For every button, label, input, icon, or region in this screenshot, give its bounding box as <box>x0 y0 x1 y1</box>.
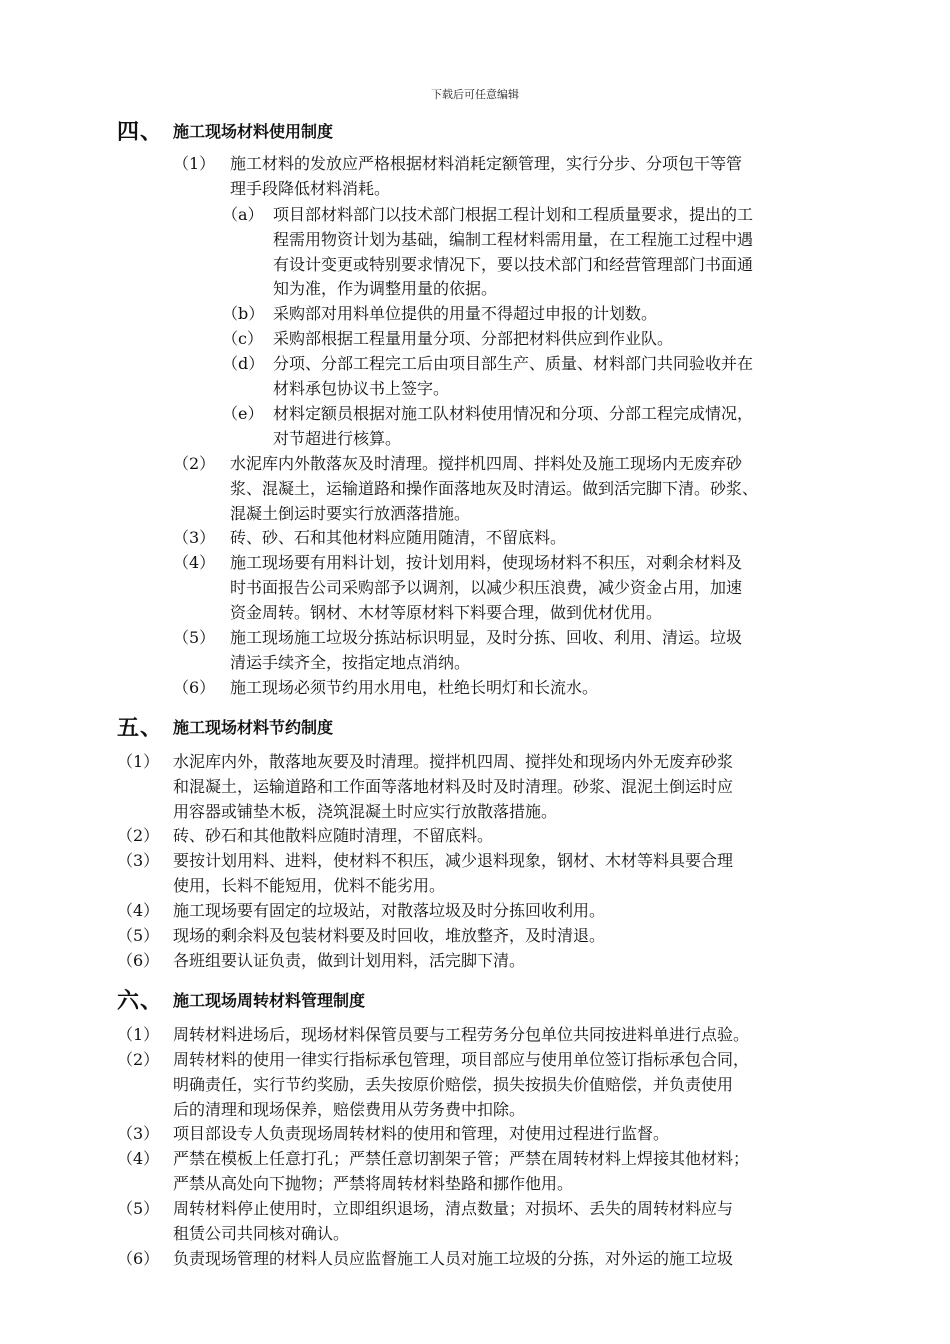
item-label: （e） <box>222 404 264 423</box>
item-text <box>273 327 673 352</box>
text-line: 采购部对用料单位提供的用量不得超过申报的计划数。 <box>273 304 658 323</box>
text-line: 清运手续齐全，按指定地点消纳。 <box>230 652 471 672</box>
item-text <box>273 402 753 452</box>
section-number: 六、 <box>117 987 164 1014</box>
text-line: 后的清理和现场保养，赔偿费用从劳务费中扣除。 <box>173 1099 526 1119</box>
text-line: 施工现场必须节约用水用电，杜绝长明灯和长流水。 <box>230 678 599 697</box>
section-title: 施工现场材料使用制度 <box>173 121 334 141</box>
item-text <box>173 750 733 824</box>
text-line: 严禁在模板上任意打孔；严禁任意切割架子管；严禁在周转材料上焊接其他材料； <box>173 1149 750 1168</box>
item-text <box>173 899 605 924</box>
list-item-5-6 <box>117 949 877 974</box>
section-number: 四、 <box>117 118 164 145</box>
item-text <box>230 526 566 551</box>
text-line: 明确责任，实行节约奖励，丢失按原价赔偿，损失按损失价值赔偿，并负责使用 <box>173 1074 734 1094</box>
text-line: 时书面报告公司采购部予以调剂，以减少积压浪费，减少资金占用，加速 <box>230 577 743 597</box>
list-item-6-4 <box>117 1147 877 1197</box>
item-label: （4） <box>173 553 216 572</box>
text-line: 采购部根据工程量用量分项、分部把材料供应到作业队。 <box>273 329 674 348</box>
list-item-4-4 <box>173 551 873 625</box>
text-line: 施工现场要有用料计划，按计划用料，使现场材料不积压，对剩余材料及 <box>230 553 743 572</box>
list-item-4-2 <box>173 452 873 526</box>
list-item-4-3 <box>173 526 873 551</box>
list-item-6-1 <box>117 1023 877 1048</box>
text-line: 周转材料停止使用时，立即组织退场，清点数量；对损坏、丢失的周转材料应与 <box>173 1199 734 1218</box>
list-item-4-1 <box>173 152 873 202</box>
item-text <box>173 1122 669 1147</box>
item-text <box>230 452 758 526</box>
text-line: 施工现场要有固定的垃圾站，对散落垃圾及时分拣回收利用。 <box>173 901 606 920</box>
text-line: 砖、砂石和其他散料应随时清理，不留底料。 <box>173 826 494 845</box>
item-label: （1） <box>117 1025 160 1044</box>
text-line: 严禁从高处向下抛物；严禁将周转材料垫路和挪作他用。 <box>173 1173 574 1193</box>
text-line: 和混凝土，运输道路和工作面等落地材料及时及时清理。砂浆、混泥土倒运时应 <box>173 776 734 796</box>
item-label: （5） <box>117 926 160 945</box>
list-item-6-3 <box>117 1122 877 1147</box>
item-label: （5） <box>173 628 216 647</box>
list-item-4-5 <box>173 626 873 676</box>
list-item-4-1-e <box>222 402 873 452</box>
item-label: （4） <box>117 1149 160 1168</box>
item-text <box>173 849 733 899</box>
item-text <box>173 1247 733 1272</box>
item-text <box>173 824 493 849</box>
text-line: 有设计变更或特别要求情况下，要以技术部门和经营管理部门书面通 <box>273 254 754 274</box>
item-label: （2） <box>173 454 216 473</box>
item-text <box>273 203 753 302</box>
text-line: 材料定额员根据对施工队材料使用情况和分项、分部工程完成情况， <box>273 404 754 423</box>
text-line: 周转材料的使用一律实行指标承包管理，项目部应与使用单位签订指标承包合同， <box>173 1050 750 1069</box>
item-text <box>173 949 525 974</box>
item-label: （6） <box>117 1249 160 1268</box>
item-label: （3） <box>117 851 160 870</box>
item-label: （1） <box>173 154 216 173</box>
list-item-6-5 <box>117 1197 877 1247</box>
text-line: 周转材料进场后，现场材料保管员要与工程劳务分包单位共同按进料单进行点验。 <box>173 1025 750 1044</box>
text-line: 知为准，作为调整用量的依据。 <box>273 279 498 299</box>
item-label: （6） <box>117 951 160 970</box>
text-line: 混凝土倒运时要实行放洒落措施。 <box>230 503 471 523</box>
text-line: 施工材料的发放应严格根据材料消耗定额管理，实行分步、分项包干等管 <box>230 154 743 173</box>
text-line: 浆、混凝土，运输道路和操作面落地灰及时清运。做到活完脚下清。砂浆、 <box>230 478 759 498</box>
text-line: 程需用物资计划为基础，编制工程材料需用量，在工程施工过程中遇 <box>273 229 754 249</box>
item-text <box>230 551 742 625</box>
item-text <box>273 352 753 402</box>
item-label: （b） <box>222 304 265 323</box>
list-item-6-6 <box>117 1247 877 1272</box>
text-line: 现场的剩余料及包装材料要及时回收，堆放整齐，及时清退。 <box>173 926 606 945</box>
section-number: 五、 <box>117 714 164 741</box>
list-item-4-1-a <box>222 203 873 302</box>
text-line: 资金周转。钢材、木材等原材料下料要合理，做到优材优用。 <box>230 602 663 622</box>
item-label: （c） <box>222 329 263 348</box>
item-text <box>230 152 742 202</box>
item-label: （3） <box>117 1124 160 1143</box>
text-line: 水泥库内外，散落地灰要及时清理。搅拌机四周、搅拌处和现场内外无废弃砂浆 <box>173 752 734 771</box>
text-line: 水泥库内外散落灰及时清理。搅拌机四周、拌料处及施工现场内无废弃砂 <box>230 454 743 473</box>
section-heading-5 <box>117 711 333 741</box>
item-label: （4） <box>117 901 160 920</box>
text-line: 砖、砂、石和其他材料应随用随清，不留底料。 <box>230 528 567 547</box>
item-text <box>173 1048 749 1122</box>
item-text <box>173 924 605 949</box>
text-line: 项目部材料部门以技术部门根据工程计划和工程质量要求，提出的工 <box>273 205 754 224</box>
list-item-5-4 <box>117 899 877 924</box>
list-item-5-5 <box>117 924 877 949</box>
text-line: 项目部设专人负责现场周转材料的使用和管理，对使用过程进行监督。 <box>173 1124 670 1143</box>
section-heading-4 <box>117 115 333 145</box>
text-line: 各班组要认证负责，做到计划用料，活完脚下清。 <box>173 951 526 970</box>
list-item-6-2 <box>117 1048 877 1122</box>
item-label: （3） <box>173 528 216 547</box>
item-text <box>230 626 742 676</box>
list-item-4-1-b <box>222 302 873 327</box>
text-line: 负责现场管理的材料人员应监督施工人员对施工垃圾的分拣，对外运的施工垃圾 <box>173 1249 734 1268</box>
item-label: （2） <box>117 826 160 845</box>
item-text <box>173 1197 733 1247</box>
text-line: 要按计划用料、进料，使材料不积压，减少退料现象，钢材、木材等料具要合理 <box>173 851 734 870</box>
section-title: 施工现场材料节约制度 <box>173 717 334 737</box>
item-text <box>173 1023 749 1048</box>
text-line: 用容器或铺垫木板，浇筑混凝土时应实行放散落措施。 <box>173 801 558 821</box>
text-line: 理手段降低材料消耗。 <box>230 178 391 198</box>
text-line: 分项、分部工程完工后由项目部生产、质量、材料部门共同验收并在 <box>273 354 754 373</box>
list-item-4-1-d <box>222 352 873 402</box>
item-label: （1） <box>117 752 160 771</box>
text-line: 使用，长料不能短用，优料不能劣用。 <box>173 875 446 895</box>
header-note: 下载后可任意编辑 <box>431 88 519 101</box>
text-line: 施工现场施工垃圾分拣站标识明显，及时分拣、回收、利用、清运。垃圾 <box>230 628 743 647</box>
item-text <box>273 302 657 327</box>
list-item-5-2 <box>117 824 877 849</box>
text-line: 对节超进行核算。 <box>273 428 402 448</box>
section-title: 施工现场周转材料管理制度 <box>173 990 366 1010</box>
list-item-4-1-c <box>222 327 873 352</box>
item-label: （5） <box>117 1199 160 1218</box>
list-item-4-6 <box>173 676 873 701</box>
item-text <box>173 1147 749 1197</box>
list-item-5-1 <box>117 750 877 824</box>
item-text <box>230 676 598 701</box>
text-line: 材料承包协议书上签字。 <box>273 378 450 398</box>
list-item-5-3 <box>117 849 877 899</box>
text-line: 租赁公司共同核对确认。 <box>173 1223 350 1243</box>
item-label: （d） <box>222 354 265 373</box>
item-label: （a） <box>222 205 264 224</box>
section-heading-6 <box>117 984 365 1014</box>
item-label: （6） <box>173 678 216 697</box>
item-label: （2） <box>117 1050 160 1069</box>
